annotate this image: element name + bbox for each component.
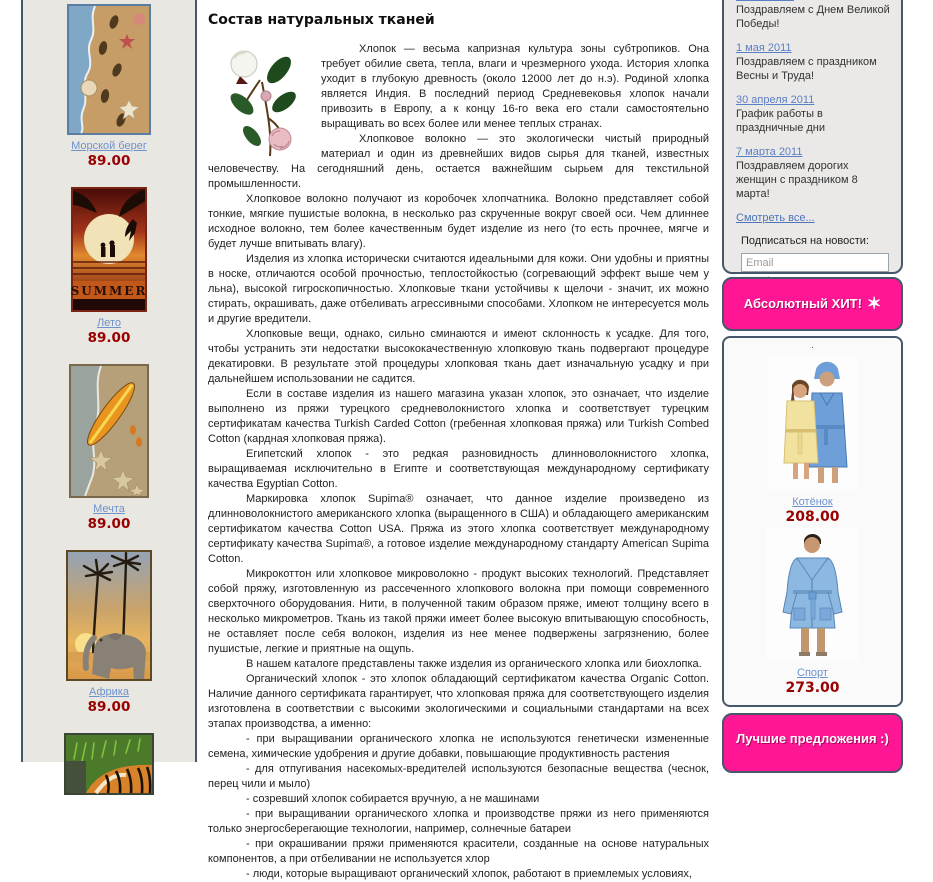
- list-item: [23, 733, 195, 798]
- product-link-label[interactable]: Лето: [96, 317, 121, 329]
- article-paragraph: Хлопковое волокно получают из коробочек хлопчатника. Волокно представляет собой тонкие, мягкие пушистые волокна, в несколько раз скрученные вокруг своей оси. Чем длиннее исходное волокно, тем более качественным будет изделие из него (то есть прочнее, мягче и будет лучше впитывать влагу).: [208, 193, 709, 250]
- product-image-tiger[interactable]: [64, 733, 154, 795]
- article-paragraph: Микрокоттон или хлопковое микроволокно - продукт высоких технологий. Представляет собой пряжу, изготовленную из рассеченного хлопкового волокна при помощи современного сверхточного оборудования. Нити, в полученной таким образом пряже, имеют толщину всего в несколько микрометров. Ткань из такой пряжи имеет более высокую впитывающую способность, не оставляет после себя волокон, изделия из нее менее подвержены загрязнению, более пушистые, легкие и приятные на ощупь.: [208, 568, 709, 655]
- product-link-label[interactable]: Африка: [89, 686, 129, 698]
- news-item: [736, 0, 891, 31]
- left-products-sidebar: [21, 0, 197, 762]
- product-link[interactable]: [23, 315, 195, 330]
- product-image-dream[interactable]: [69, 364, 149, 498]
- svg-text:SUMMER: SUMMER: [70, 284, 148, 298]
- product-price: 89.00: [87, 699, 131, 715]
- news-item: [736, 41, 891, 83]
- article-paragraph: - при окрашивании пряжи применяются красители, созданные на основе натуральных компонентов, а при отбеливании не используется хлор: [208, 838, 709, 865]
- article-body: [208, 42, 709, 882]
- news-date-link[interactable]: 1 мая 2011: [736, 42, 792, 54]
- product-price: 89.00: [87, 153, 131, 169]
- product-image-summer[interactable]: [71, 187, 147, 312]
- article-paragraph: - для отпугивания насекомых-вредителей используются безопасные вещества (чеснок, перец чили и мыло): [208, 763, 709, 790]
- product-link-label[interactable]: Спорт: [797, 667, 828, 679]
- star-icon: ✶: [866, 294, 882, 313]
- article-paragraph: Изделия из хлопка исторически считаются идеальными для кожи. Они удобны и приятны в носке, отличаются особой прочностью, теплостойкостью (согревающий эффект выше чем у льна), высокой гигроскопичностью. Хлопковые ткани устойчивы к щелочи - значит, их можно стирать, окрашивать, даже отбеливать агрессивными способами. Хлопком не интересуется моль и другие вредители.: [208, 253, 709, 325]
- product-link[interactable]: [724, 494, 901, 509]
- offers-banner-label: Лучшие предложения :): [736, 731, 889, 746]
- article-paragraph: В нашем каталоге представлены также изделия из органического хлопка или биохлопка.: [246, 658, 702, 670]
- right-sidebar: [722, 0, 903, 762]
- list-item: [23, 4, 195, 169]
- article-paragraph: Маркировка хлопок Supima® означает, что данное изделие произведено из длинноволокнистого американского хлопка (выращенного в США) и обладающего американским сертификатом качества Cotton USA. Пряжа из этого хлопка соответствует международному сертификату качества Supima®, а готовое изделие международному стандарту American Supima Cotton.: [208, 493, 709, 565]
- news-date-link[interactable]: 30 апреля 2011: [736, 94, 815, 106]
- news-item: [736, 145, 891, 201]
- article-paragraph: Египетский хлопок - это редкая разновидность длинноволокнистого хлопка, выращиваемая исключительно в Египте и соответствующая международному сертификату качества Egyptian Cotton.: [208, 448, 709, 490]
- list-item: [23, 187, 195, 346]
- news-date-link[interactable]: 7 марта 2011: [736, 146, 803, 158]
- list-item: [724, 355, 901, 525]
- product-image-kitten-robes[interactable]: [768, 355, 857, 489]
- product-link-label[interactable]: Мечта: [93, 503, 125, 515]
- article-paragraph: - при выращивании органического хлопка и производстве пряжи из него применяются только энергосберегающие технологии, например, солнечные батареи: [208, 808, 709, 835]
- product-price: 89.00: [87, 330, 131, 346]
- email-field[interactable]: [741, 253, 889, 272]
- article-paragraph: - при выращивании органического хлопка не используются генетически измененные семена, химические удобрения и другие добавки, повышающие продуктивность растения: [208, 733, 709, 760]
- cut-news-date-link[interactable]: [736, 0, 794, 1]
- hit-banner[interactable]: [722, 277, 903, 331]
- product-price: 89.00: [87, 516, 131, 532]
- product-price: 208.00: [785, 509, 840, 525]
- news-text: График работы в праздничные дни: [736, 108, 826, 134]
- news-text: Поздравляем с праздником Весны и Труда!: [736, 56, 877, 82]
- news-item: [736, 93, 891, 135]
- page-title: Состав натуральных тканей: [208, 12, 435, 28]
- subscribe-label: Подписаться на новости:: [741, 235, 869, 247]
- product-link[interactable]: [23, 684, 195, 699]
- article-paragraph: Хлопок — весьма капризная культура зоны субтропиков. Она требует обилие света, тепла, влаги и чрезмерного ухода. История хлопка уходит в глубокую древность (около 12000 лет до н.э). Родиной хлопка является Индия. В последний период Средневековья хлопок начали привозить в Европу, а к концу 16-го века его стали самостоятельно выращивать во всех более или менее теплых странах.: [321, 43, 709, 130]
- product-link[interactable]: [724, 665, 901, 680]
- news-box: [722, 0, 903, 274]
- product-link-label[interactable]: Котёнок: [792, 496, 833, 508]
- article-paragraph: Органический хлопок - это хлопок обладающий сертификатом качества Organic Cotton. Наличие данного сертификата гарантирует, что хлопковая пряжа для соответствующего изделия изготовлена в соответствии с высокими экологическими и социальными стандартами на всех этапах производства, а именно:: [208, 673, 709, 730]
- cotton-plant-image: [222, 44, 302, 157]
- article-main: [197, 0, 718, 880]
- dot-text: .: [811, 340, 814, 351]
- article-paragraph: Если в составе изделия из нашего магазина указан хлопок, это означает, что изделие выполнено из пряжи турецкого средневолокнистого хлопка и соответствует турецким сертификатам качества Turkish Carded Cotton (гребенная хлопковая пряжа) или Turkish Combed Cotton (кардная хлопковая пряжа).: [208, 388, 709, 445]
- product-image-sea-shore[interactable]: [67, 4, 151, 135]
- list-item: [23, 550, 195, 715]
- see-all-link[interactable]: Смотреть все...: [736, 212, 815, 224]
- product-image-sport-robe[interactable]: [767, 528, 858, 660]
- news-text: Поздравляем с Днем Великой Победы!: [736, 4, 890, 30]
- offers-banner[interactable]: [722, 713, 903, 773]
- article-paragraph: - созревший хлопок собирается вручную, а не машинами: [246, 793, 540, 805]
- product-link[interactable]: [23, 501, 195, 516]
- article-paragraph: - люди, которые выращивают органический хлопок, работают в приемлемых условиях,: [246, 868, 692, 880]
- hit-products-box: [722, 336, 903, 707]
- hit-banner-label: Абсолютный ХИТ!: [743, 296, 862, 311]
- news-text: Поздравляем дорогих женщин с праздником 8 марта!: [736, 160, 858, 200]
- article-paragraph: Хлопковое волокно — это экологически чистый природный материал и один из древнейших видов сырья для тканей, известных человечеству. На сегодняшний день, остается важнейшим сырьем для текстильной промышленности.: [208, 133, 709, 190]
- article-paragraph: Хлопковые вещи, однако, сильно сминаются и имеют склонность к усадке. Для того, чтобы устранить эти недостатки высококачественную хлопковую ткань подвергают процедуре декатировки. В результате этой процедуры хлопковая ткань дает изначальную усадку и при дальнейшем использовании не садится.: [208, 328, 709, 385]
- list-item: [23, 364, 195, 532]
- product-link[interactable]: [23, 138, 195, 153]
- product-price: 273.00: [785, 680, 840, 696]
- product-image-africa[interactable]: [66, 550, 152, 681]
- list-item: [724, 528, 901, 696]
- product-link-label[interactable]: Морской берег: [71, 140, 147, 152]
